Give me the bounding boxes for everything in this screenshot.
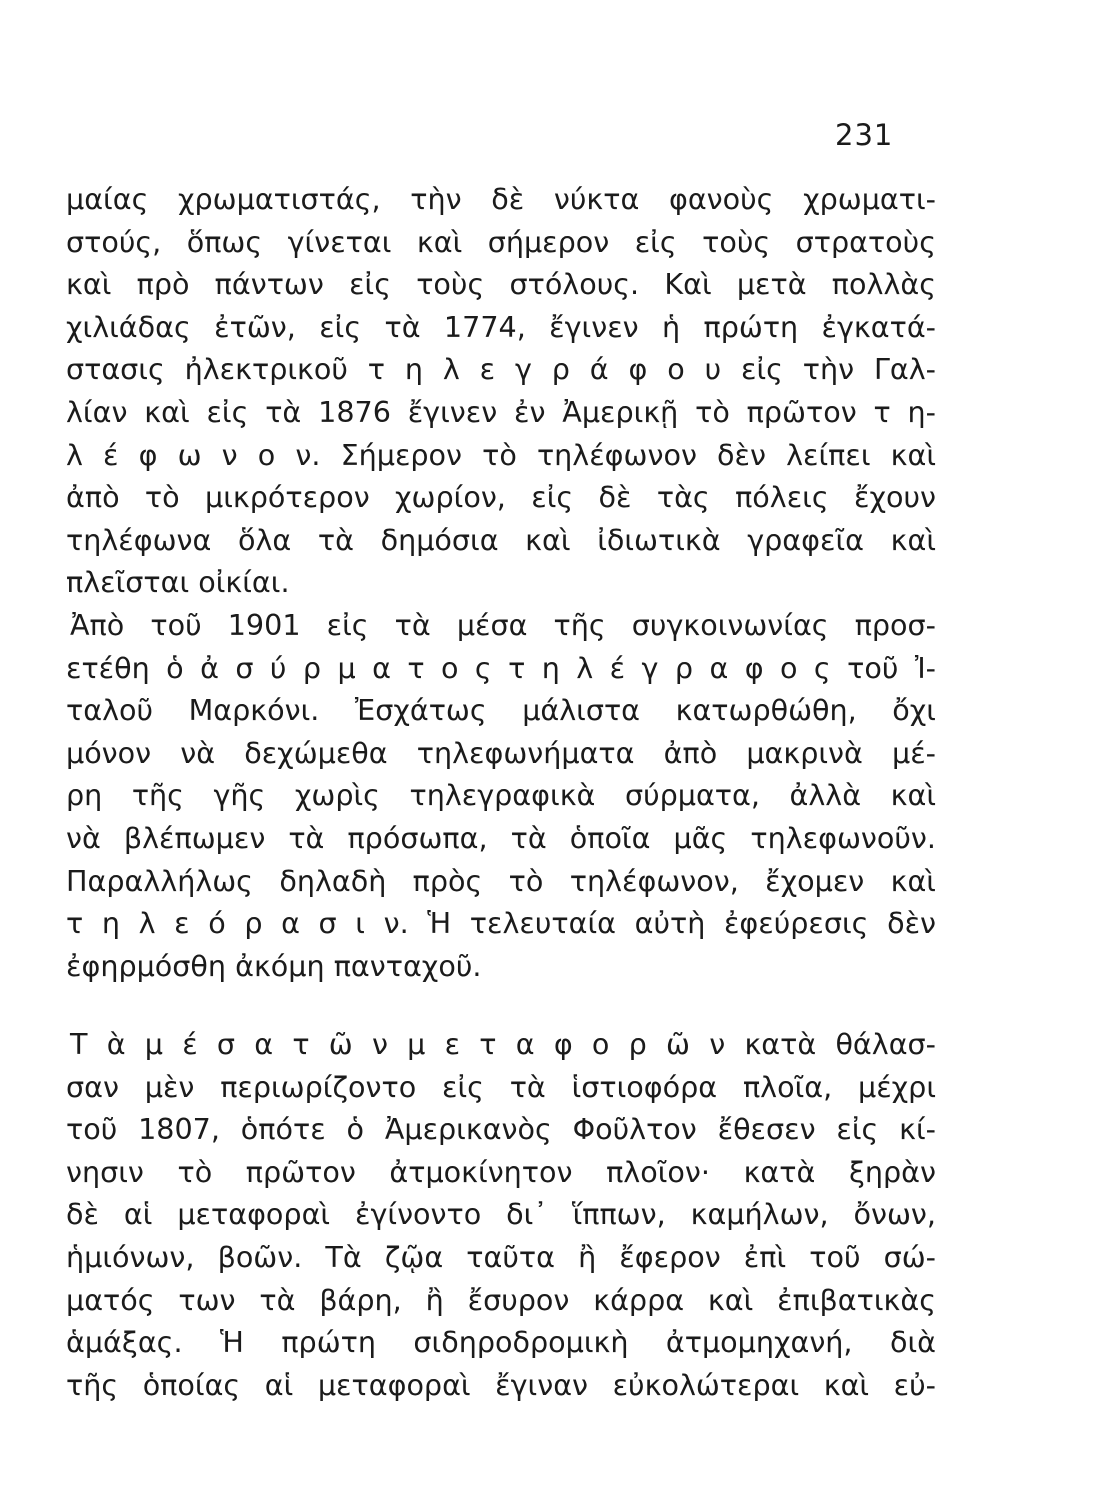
text-line: ετέθη ὁ ἀ σ ύ ρ μ α τ ο ς τ η λ έ γ ρ α φ ο ς τοῦ Ἰ- <box>66 650 936 685</box>
text-line: σαν μὲν περιωρίζοντο εἰς τὰ ἱστιοφόρα πλοῖα, μέχρι <box>66 1069 936 1104</box>
text-line: λ έ φ ω ν ο ν. Σήμερον τὸ τηλέφωνον δὲν λείπει καὶ <box>66 437 936 472</box>
text-line: ἁμάξας. Ἡ πρώτη σιδηροδρομικὴ ἀτμομηχανή, διὰ <box>66 1325 936 1360</box>
text-line: στούς, ὅπως γίνεται καὶ σήμερον εἰς τοὺς στρατοὺς <box>66 224 936 259</box>
text-line: ἐφηρμόσθη ἀκόμη πανταχοῦ. <box>66 948 482 983</box>
text-line: χιλιάδας ἐτῶν, εἰς τὰ 1774, ἔγινεν ἡ πρώτη ἐγκατά- <box>66 309 936 344</box>
text-line: νησιν τὸ πρῶτον ἀτμοκίνητον πλοῖον· κατὰ ξηρὰν <box>66 1154 936 1189</box>
text-line: τῆς ὁποίας αἱ μεταφοραὶ ἔγιναν εὐκολώτεραι καὶ εὐ- <box>66 1367 936 1402</box>
page-number: 231 <box>835 118 894 152</box>
text-line: στασις ἠλεκτρικοῦ τ η λ ε γ ρ ά φ ο υ εἰς τὴν Γαλ- <box>66 352 936 387</box>
text-line: νὰ βλέπωμεν τὰ πρόσωπα, τὰ ὁποῖα μᾶς τηλεφωνοῦν. <box>66 820 936 855</box>
text-line: μόνον νὰ δεχώμεθα τηλεφωνήματα ἀπὸ μακρινὰ μέ- <box>66 735 936 770</box>
text-line: ταλοῦ Μαρκόνι. Ἐσχάτως μάλιστα κατωρθώθη, ὄχι <box>66 693 936 728</box>
lower-text-block <box>66 1023 936 1406</box>
text-line: Παραλλήλως δηλαδὴ πρὸς τὸ τηλέφωνον, ἔχομεν καὶ <box>66 863 936 898</box>
text-line: καὶ πρὸ πάντων εἰς τοὺς στόλους. Καὶ μετὰ πολλὰς <box>66 267 936 302</box>
text-line: πλεῖσται οἰκίαι. <box>66 565 290 600</box>
text-line: Τ ὰ μ έ σ α τ ῶ ν μ ε τ α φ ο ρ ῶ ν κατὰ θάλασ- <box>70 1027 936 1061</box>
text-line: Ἀπὸ τοῦ 1901 εἰς τὰ μέσα τῆς συγκοινωνίας προσ- <box>70 607 936 642</box>
text-line: ματός των τὰ βάρη, ἢ ἔσυρον κάρρα καὶ ἐπιβατικὰς <box>66 1282 936 1317</box>
text-line: τηλέφωνα ὅλα τὰ δημόσια καὶ ἰδιωτικὰ γραφεῖα καὶ <box>66 522 936 557</box>
text-line: ἀπὸ τὸ μικρότερον χωρίον, εἰς δὲ τὰς πόλεις ἔχουν <box>66 480 936 515</box>
text-line: τ η λ ε ό ρ α σ ι ν. Ἡ τελευταία αὐτὴ ἐφεύρεσις δὲν <box>66 906 936 941</box>
text-line: λίαν καὶ εἰς τὰ 1876 ἔγινεν ἐν Ἀμερικῇ τὸ πρῶτον τ η- <box>66 394 936 429</box>
upper-text-block <box>66 178 936 987</box>
text-line: ἡμιόνων, βοῶν. Τὰ ζῷα ταῦτα ἢ ἔφερον ἐπὶ τοῦ σώ- <box>66 1239 936 1274</box>
text-line: τοῦ 1807, ὁπότε ὁ Ἀμερικανὸς Φοῦλτον ἔθεσεν εἰς κί- <box>66 1112 936 1147</box>
text-line: μαίας χρωματιστάς, τὴν δὲ νύκτα φανοὺς χρωματι- <box>66 182 936 216</box>
text-line: ρη τῆς γῆς χωρὶς τηλεγραφικὰ σύρματα, ἀλλὰ καὶ <box>66 778 936 813</box>
text-line: δὲ αἱ μεταφοραὶ ἐγίνοντο δι᾿ ἵππων, καμήλων, ὄνων, <box>66 1197 936 1232</box>
